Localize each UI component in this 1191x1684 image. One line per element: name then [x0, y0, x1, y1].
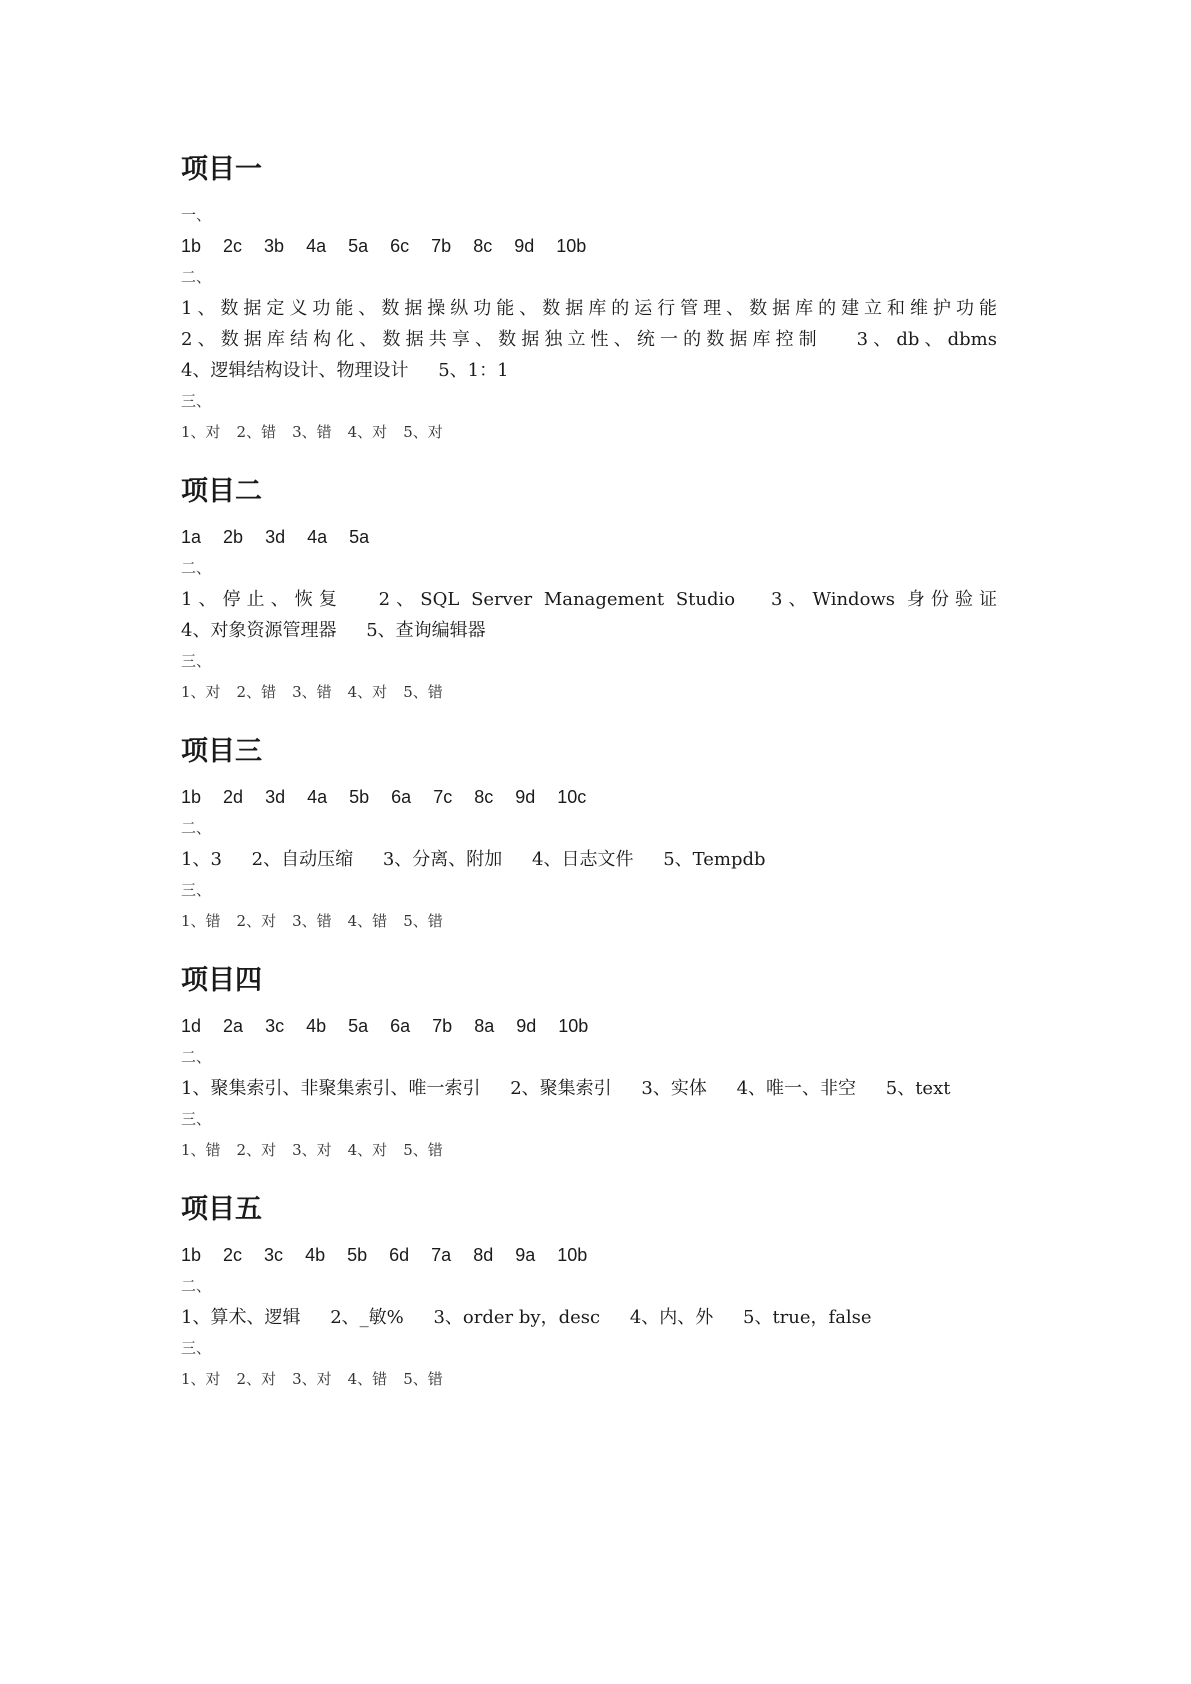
choice-answer: 6c	[390, 236, 410, 256]
fill-answer: 2、数据库结构化、数据共享、数据独立性、统一的数据库控制	[181, 329, 822, 350]
judge-answer: 3、对	[292, 1370, 332, 1388]
fill-answer: 4、内、外	[629, 1307, 714, 1328]
judge-section-label: 三、	[181, 881, 212, 899]
judge-section-label: 三、	[181, 392, 212, 410]
fill-answer: 5、1：1	[438, 360, 509, 381]
judge-answer: 1、错	[181, 1141, 221, 1159]
project-title: 项目五	[181, 1194, 262, 1225]
choice-answer: 7a	[431, 1245, 452, 1265]
fill-answer: 3、实体	[641, 1078, 707, 1099]
choice-answer: 5a	[348, 236, 369, 256]
judge-answer: 4、对	[347, 683, 388, 701]
choice-answer: 2c	[223, 236, 243, 256]
judge-answers	[181, 677, 1021, 708]
choice-answer: 5a	[349, 527, 370, 547]
fill-answer: 2、自动压缩	[251, 849, 354, 870]
judge-answer: 5、对	[403, 423, 443, 441]
fill-answer: 4、逻辑结构设计、物理设计	[181, 360, 409, 381]
choice-answer: 6a	[390, 1016, 411, 1036]
judge-answer: 2、错	[236, 423, 277, 441]
choice-answer: 1d	[181, 1016, 202, 1036]
judge-answer: 2、对	[236, 1141, 277, 1159]
choice-answer: 3b	[264, 236, 285, 256]
choice-section-label: 一、	[181, 206, 212, 224]
choice-answer: 7b	[432, 1016, 453, 1036]
fill-answer: 2、SQL Server Management Studio	[378, 589, 736, 610]
fill-answers	[181, 293, 1021, 386]
choice-answer: 3c	[265, 1016, 285, 1036]
choice-answer: 10c	[557, 787, 587, 807]
judge-answer: 5、错	[403, 683, 443, 701]
judge-answer: 2、对	[236, 1370, 277, 1388]
choice-answer: 8d	[473, 1245, 494, 1265]
judge-answer: 1、对	[181, 423, 221, 441]
fill-answer: 5、true，false	[743, 1307, 872, 1328]
choice-answer: 10b	[558, 1016, 589, 1036]
fill-answer: 4、唯一、非空	[736, 1078, 857, 1099]
choice-answer: 8c	[474, 787, 494, 807]
fill-answer: 1、算术、逻辑	[181, 1307, 301, 1328]
judge-answer: 5、错	[403, 1370, 443, 1388]
judge-answer: 1、对	[181, 1370, 221, 1388]
choice-answer: 3c	[264, 1245, 284, 1265]
choice-answer: 1a	[181, 527, 202, 547]
choice-answer: 4a	[307, 527, 328, 547]
project-title: 项目二	[181, 476, 262, 507]
choice-answer: 3d	[265, 527, 286, 547]
fill-answer: 1、3	[181, 849, 222, 870]
judge-answers	[181, 1135, 1021, 1166]
judge-answer: 1、对	[181, 683, 221, 701]
judge-answer: 4、对	[347, 1141, 388, 1159]
choice-answer: 8c	[473, 236, 493, 256]
fill-answer: 3、Windows 身份验证	[770, 589, 998, 610]
judge-answers	[181, 906, 1021, 937]
choice-answer: 4b	[305, 1245, 326, 1265]
choice-answer: 2c	[223, 1245, 243, 1265]
judge-answer: 4、错	[347, 912, 388, 930]
judge-answer: 4、错	[347, 1370, 388, 1388]
project-title: 项目四	[181, 965, 262, 996]
choice-answer: 2d	[223, 787, 244, 807]
judge-section-label: 三、	[181, 652, 212, 670]
judge-answer: 4、对	[347, 423, 388, 441]
choice-answer: 8a	[474, 1016, 495, 1036]
project-section	[181, 961, 1021, 1166]
fill-answer: 1、聚集索引、非聚集索引、唯一索引	[181, 1078, 481, 1099]
fill-section-label: 二、	[181, 268, 212, 286]
fill-answer: 2、聚集索引	[510, 1078, 612, 1099]
choice-answer: 7b	[431, 236, 452, 256]
project-title: 项目三	[181, 736, 262, 767]
choice-answer: 9d	[515, 787, 536, 807]
judge-answer: 3、错	[292, 423, 332, 441]
fill-answers	[181, 1302, 1021, 1333]
judge-section-label: 三、	[181, 1110, 212, 1128]
fill-answer: 3、分离、附加	[382, 849, 503, 870]
choice-answer: 5b	[349, 787, 370, 807]
choice-answer: 9d	[516, 1016, 537, 1036]
choice-answer: 4a	[306, 236, 327, 256]
choice-answer: 10b	[556, 236, 587, 256]
project-title: 项目一	[181, 154, 262, 185]
judge-answers	[181, 1364, 1021, 1395]
fill-answer: 5、查询编辑器	[366, 620, 486, 641]
judge-answer: 3、错	[292, 683, 332, 701]
choice-answer: 6a	[391, 787, 412, 807]
choice-answer: 2b	[223, 527, 244, 547]
choice-answers	[181, 522, 1021, 553]
choice-answers	[181, 231, 1021, 262]
fill-answers	[181, 584, 1021, 646]
project-section	[181, 1190, 1021, 1395]
choice-answers	[181, 1011, 1021, 1042]
project-section	[181, 732, 1021, 937]
judge-section-label: 三、	[181, 1339, 212, 1357]
fill-section-label: 二、	[181, 1048, 212, 1066]
judge-answer: 5、错	[403, 912, 443, 930]
fill-answer: 2、_敏%	[330, 1307, 404, 1328]
fill-section-label: 二、	[181, 819, 212, 837]
judge-answer: 1、错	[181, 912, 221, 930]
document-page	[181, 150, 1021, 1419]
choice-answer: 9d	[514, 236, 535, 256]
choice-answer: 6d	[389, 1245, 410, 1265]
fill-section-label: 二、	[181, 1277, 212, 1295]
choice-answer: 1b	[181, 787, 202, 807]
judge-answer: 5、错	[403, 1141, 443, 1159]
judge-answer: 3、对	[292, 1141, 332, 1159]
choice-answer: 5a	[348, 1016, 369, 1036]
choice-answer: 1b	[181, 236, 202, 256]
choice-answer: 4b	[306, 1016, 327, 1036]
fill-section-label: 二、	[181, 559, 212, 577]
fill-answer: 1、停止、恢复	[181, 589, 343, 610]
fill-answer: 3、db、dbms	[856, 329, 997, 350]
choice-answer: 4a	[307, 787, 328, 807]
judge-answer: 2、错	[236, 683, 277, 701]
choice-answers	[181, 782, 1021, 813]
fill-answers	[181, 844, 1021, 875]
choice-answer: 10b	[557, 1245, 588, 1265]
choice-answers	[181, 1240, 1021, 1271]
fill-answer: 5、Tempdb	[663, 849, 766, 870]
choice-answer: 2a	[223, 1016, 244, 1036]
project-section	[181, 472, 1021, 708]
fill-answer: 4、对象资源管理器	[181, 620, 337, 641]
judge-answer: 2、对	[236, 912, 277, 930]
choice-answer: 9a	[515, 1245, 536, 1265]
judge-answers	[181, 417, 1021, 448]
choice-answer: 3d	[265, 787, 286, 807]
choice-answer: 5b	[347, 1245, 368, 1265]
judge-answer: 3、错	[292, 912, 332, 930]
fill-answer: 5、text	[885, 1078, 951, 1099]
fill-answer: 1、数据定义功能、数据操纵功能、数据库的运行管理、数据库的建立和维护功能	[181, 298, 997, 319]
project-section	[181, 150, 1021, 448]
fill-answer: 3、order by，desc	[433, 1307, 601, 1328]
fill-answer: 4、日志文件	[532, 849, 634, 870]
fill-answers	[181, 1073, 1021, 1104]
choice-answer: 1b	[181, 1245, 202, 1265]
choice-answer: 7c	[433, 787, 453, 807]
